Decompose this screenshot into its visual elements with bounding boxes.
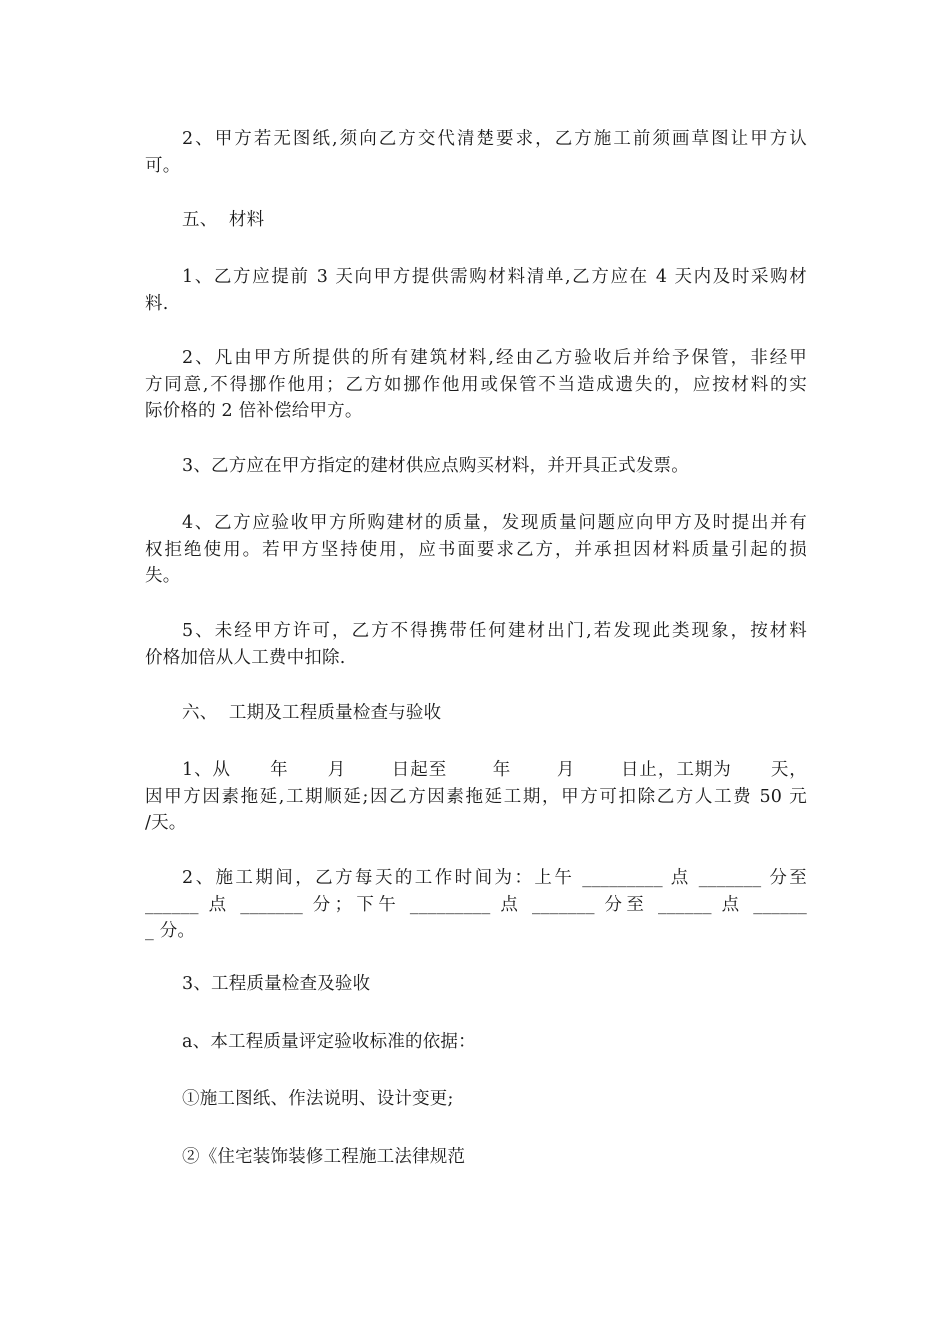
text-line: _ 分。 bbox=[145, 921, 196, 941]
text-line: 1、从 年 月 日起至 年 月 日止，工期为 天， bbox=[182, 760, 807, 780]
text-line: 3、工程质量检查及验收 bbox=[182, 974, 371, 994]
clause-material-quality bbox=[145, 510, 807, 590]
clause-working-hours bbox=[145, 865, 807, 945]
clause-drawings bbox=[145, 126, 807, 179]
text-line: 可。 bbox=[145, 155, 181, 176]
text-line: 失。 bbox=[145, 566, 181, 586]
clause-quality-inspection bbox=[145, 971, 807, 998]
text-line: /天。 bbox=[145, 813, 187, 833]
clause-purchase-point bbox=[145, 453, 807, 480]
text-line: 因甲方因素拖延,工期顺延;因乙方因素拖延工期，甲方可扣除乙方人工费 50 元 bbox=[145, 786, 807, 807]
list-item-drawings bbox=[145, 1086, 807, 1113]
text-line: ①施工图纸、作法说明、设计变更; bbox=[182, 1089, 454, 1109]
text-line: 2、甲方若无图纸,须向乙方交代清楚要求，乙方施工前须画草图让甲方认 bbox=[182, 129, 807, 149]
text-line: ②《住宅装饰装修工程施工法律规范 bbox=[182, 1147, 466, 1167]
clause-no-removal bbox=[145, 618, 807, 671]
text-line: 2、凡由甲方所提供的所有建筑材料,经由乙方验收后并给予保管，非经甲 bbox=[182, 348, 807, 368]
list-item-code bbox=[145, 1144, 807, 1171]
text-line: 价格加倍从人工费中扣除. bbox=[145, 647, 346, 668]
text-line: 际价格的 2 倍补偿给甲方。 bbox=[145, 401, 363, 421]
text-line: 五、 材料 bbox=[182, 210, 265, 230]
clause-material-custody bbox=[145, 345, 807, 425]
text-line: ______ 点 _______ 分；下午 _________ 点 _______ 分至 ______ 点 ______ bbox=[145, 894, 807, 915]
section-heading-materials bbox=[145, 207, 807, 234]
text-line: 4、乙方应验收甲方所购建材的质量，发现质量问题应向甲方及时提出并有 bbox=[182, 513, 807, 533]
clause-material-list bbox=[145, 264, 807, 317]
text-line: 2、施工期间，乙方每天的工作时间为：上午 _________ 点 _______ 分至 bbox=[182, 868, 807, 888]
text-line: 3、乙方应在甲方指定的建材供应点购买材料，并开具正式发票。 bbox=[182, 456, 689, 476]
clause-duration bbox=[145, 757, 807, 837]
text-line: 料. bbox=[145, 293, 169, 314]
section-heading-schedule bbox=[145, 700, 807, 727]
text-line: 5、未经甲方许可，乙方不得携带任何建材出门,若发现此类现象，按材料 bbox=[182, 621, 807, 641]
clause-acceptance-basis bbox=[145, 1029, 807, 1056]
text-line: 权拒绝使用。若甲方坚持使用，应书面要求乙方，并承担因材料质量引起的损 bbox=[145, 539, 807, 560]
text-line: a、本工程质量评定验收标准的依据： bbox=[182, 1032, 476, 1052]
text-line: 六、 工期及工程质量检查与验收 bbox=[182, 703, 442, 723]
text-line: 方同意,不得挪作他用；乙方如挪作他用或保管不当造成遗失的，应按材料的实 bbox=[145, 374, 807, 395]
text-line: 1、乙方应提前 3 天向甲方提供需购材料清单,乙方应在 4 天内及时采购材 bbox=[182, 267, 807, 287]
